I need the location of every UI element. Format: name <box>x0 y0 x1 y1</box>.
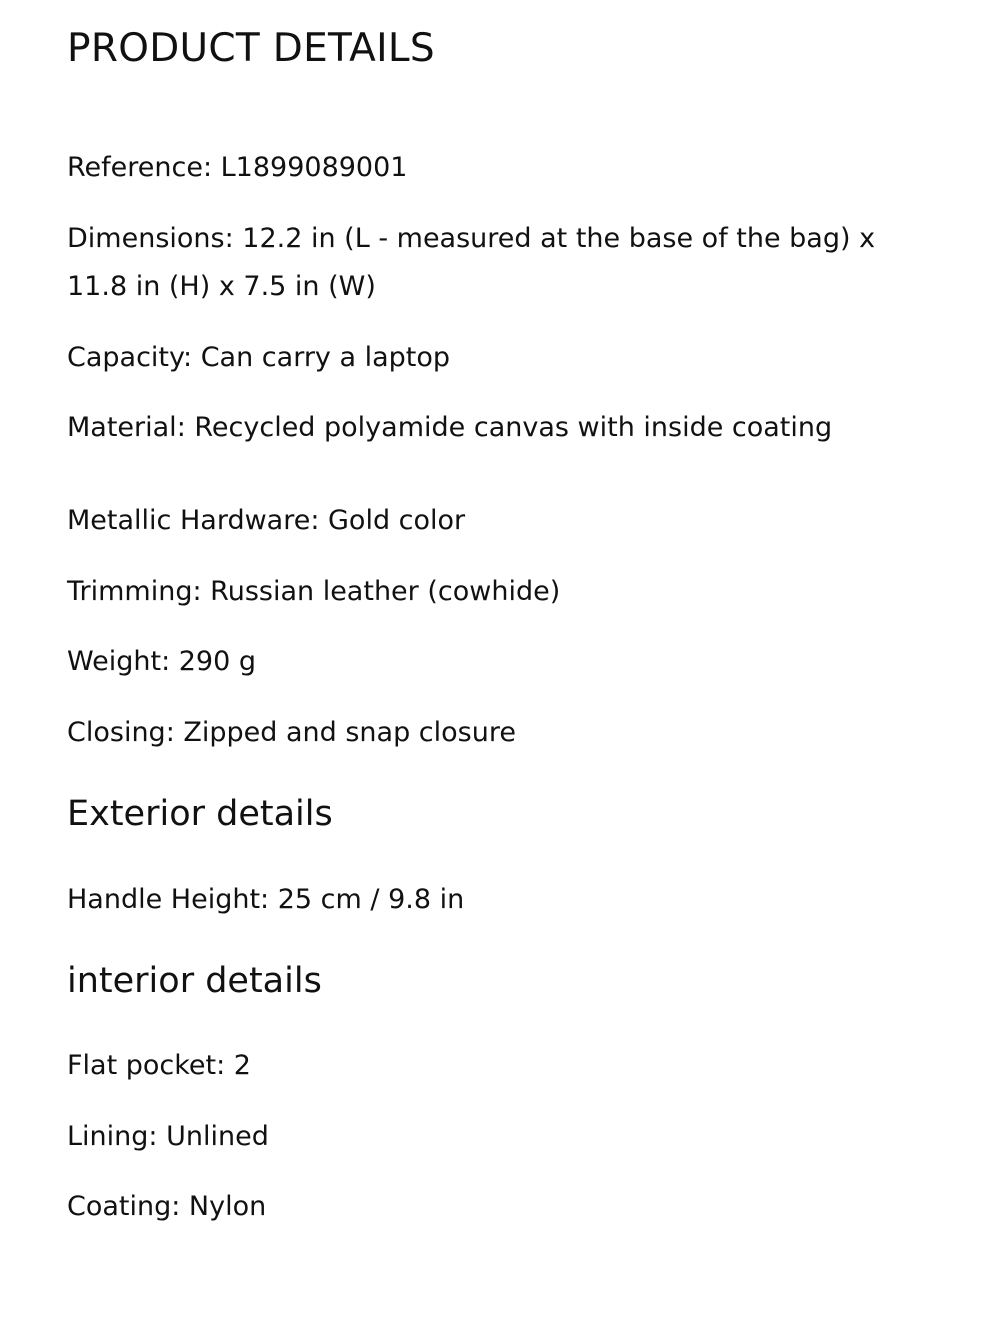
dimensions-detail: Dimensions: 12.2 in (L - measured at the base of the bag) x 11.8 in (H) x 7.5 in (W) <box>67 223 876 302</box>
closing-detail: Closing: Zipped and snap closure <box>67 717 516 748</box>
material-detail: Material: Recycled polyamide canvas with inside coating <box>67 412 833 443</box>
handle-height-detail: Handle Height: 25 cm / 9.8 in <box>67 884 465 915</box>
interior-details-heading: interior details <box>67 961 322 1001</box>
page-title: PRODUCT DETAILS <box>67 26 435 71</box>
metallic-hardware-detail: Metallic Hardware: Gold color <box>67 505 466 536</box>
capacity-detail: Capacity: Can carry a laptop <box>67 342 451 373</box>
reference-detail: Reference: L1899089001 <box>67 152 408 183</box>
exterior-details-heading: Exterior details <box>67 794 333 834</box>
weight-detail: Weight: 290 g <box>67 646 256 677</box>
trimming-detail: Trimming: Russian leather (cowhide) <box>67 576 561 607</box>
coating-detail: Coating: Nylon <box>67 1191 267 1222</box>
lining-detail: Lining: Unlined <box>67 1121 269 1152</box>
flat-pocket-detail: Flat pocket: 2 <box>67 1050 251 1081</box>
